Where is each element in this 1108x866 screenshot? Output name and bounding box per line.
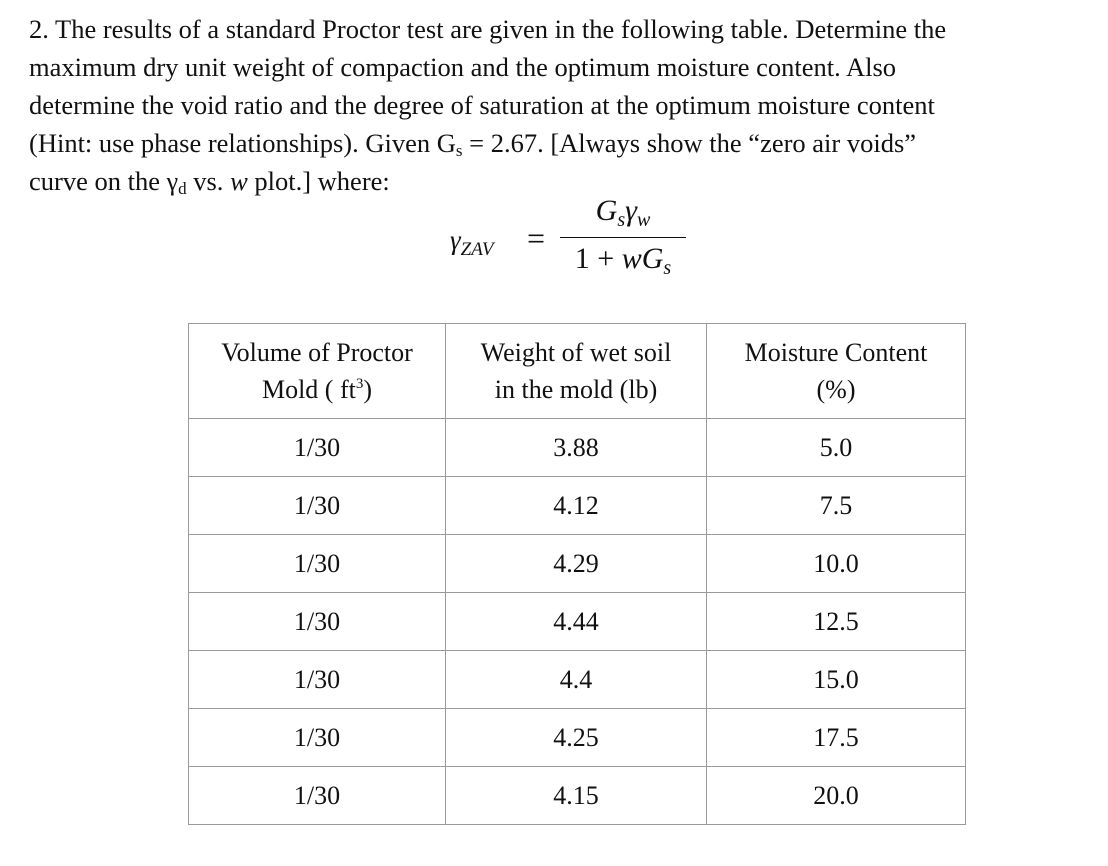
cell-moisture: 7.5 xyxy=(707,477,966,535)
cell-volume: 1/30 xyxy=(189,419,446,477)
equation-numerator xyxy=(560,194,686,232)
problem-line-2: maximum dry unit weight of compaction and the optimum moisture content. Also xyxy=(29,52,897,82)
gamma-d-subscript: d xyxy=(178,179,187,198)
header-volume-close: ) xyxy=(363,375,373,404)
problem-line-1: 2. The results of a standard Proctor test are given in the following table. Determine the xyxy=(29,14,947,44)
table-row xyxy=(189,651,966,709)
cell-volume: 1/30 xyxy=(189,767,446,825)
cell-weight: 4.4 xyxy=(446,651,707,709)
cell-moisture: 12.5 xyxy=(707,593,966,651)
gs-subscript: s xyxy=(455,141,463,160)
table-row xyxy=(189,593,966,651)
header-weight-line1: Weight of wet soil xyxy=(480,338,672,367)
cubic-superscript: 3 xyxy=(355,376,364,392)
num-g-subscript: s xyxy=(617,209,626,231)
header-moisture-line2: (%) xyxy=(816,375,856,404)
header-moisture xyxy=(707,324,966,419)
equation-denominator xyxy=(560,242,686,280)
cell-weight: 4.25 xyxy=(446,709,707,767)
proctor-test-table xyxy=(188,323,966,825)
problem-line-4-rest: = 2.67. [Always show the “zero air voids” xyxy=(462,128,917,158)
problem-line-5-vs: vs. xyxy=(186,166,231,196)
w-symbol: w xyxy=(230,166,248,196)
cell-weight: 4.15 xyxy=(446,767,707,825)
table-row xyxy=(189,419,966,477)
problem-line-5-end: plot.] where: xyxy=(247,166,390,196)
den-w-symbol: w xyxy=(621,242,642,275)
cell-weight: 4.12 xyxy=(446,477,707,535)
cell-weight: 3.88 xyxy=(446,419,707,477)
gamma-symbol: γ xyxy=(166,167,179,196)
equals-sign: = xyxy=(527,220,546,256)
header-weight xyxy=(446,324,707,419)
table-row xyxy=(189,767,966,825)
header-volume-line2 xyxy=(189,371,445,408)
problem-line-4-text: (Hint: use phase relationships). Given G xyxy=(29,128,456,158)
problem-line-5-text: curve on the xyxy=(29,166,167,196)
cell-weight: 4.29 xyxy=(446,535,707,593)
num-gamma-subscript: w xyxy=(636,209,651,231)
header-moisture-line1: Moisture Content xyxy=(744,338,928,367)
header-volume xyxy=(189,324,446,419)
cell-moisture: 20.0 xyxy=(707,767,966,825)
problem-line-4 xyxy=(29,124,1094,162)
header-volume-text: Mold ( ft xyxy=(261,375,356,404)
cell-volume: 1/30 xyxy=(189,709,446,767)
table-row xyxy=(189,535,966,593)
header-weight-line2: in the mold (lb) xyxy=(494,375,658,404)
header-volume-line1: Volume of Proctor xyxy=(221,338,413,367)
num-g-symbol: G xyxy=(595,194,618,227)
den-g-symbol: G xyxy=(641,242,664,275)
cell-volume: 1/30 xyxy=(189,651,446,709)
cell-moisture: 5.0 xyxy=(707,419,966,477)
table-row xyxy=(189,709,966,767)
zav-subscript: ZAV xyxy=(460,239,494,260)
cell-moisture: 15.0 xyxy=(707,651,966,709)
num-gamma-symbol: γ xyxy=(625,194,637,227)
den-one-plus: 1 + xyxy=(574,242,622,275)
problem-line-3: determine the void ratio and the degree of saturation at the optimum moisture content xyxy=(29,90,935,120)
fraction-bar xyxy=(560,237,686,238)
den-g-subscript: s xyxy=(663,257,672,279)
cell-volume: 1/30 xyxy=(189,535,446,593)
gamma-zav-symbol: γ xyxy=(450,225,461,255)
cell-weight: 4.44 xyxy=(446,593,707,651)
table-row xyxy=(189,477,966,535)
cell-volume: 1/30 xyxy=(189,477,446,535)
cell-volume: 1/30 xyxy=(189,593,446,651)
problem-statement xyxy=(29,10,1094,201)
equation-lhs xyxy=(450,225,493,261)
table-header-row xyxy=(189,324,966,419)
cell-moisture: 10.0 xyxy=(707,535,966,593)
cell-moisture: 17.5 xyxy=(707,709,966,767)
